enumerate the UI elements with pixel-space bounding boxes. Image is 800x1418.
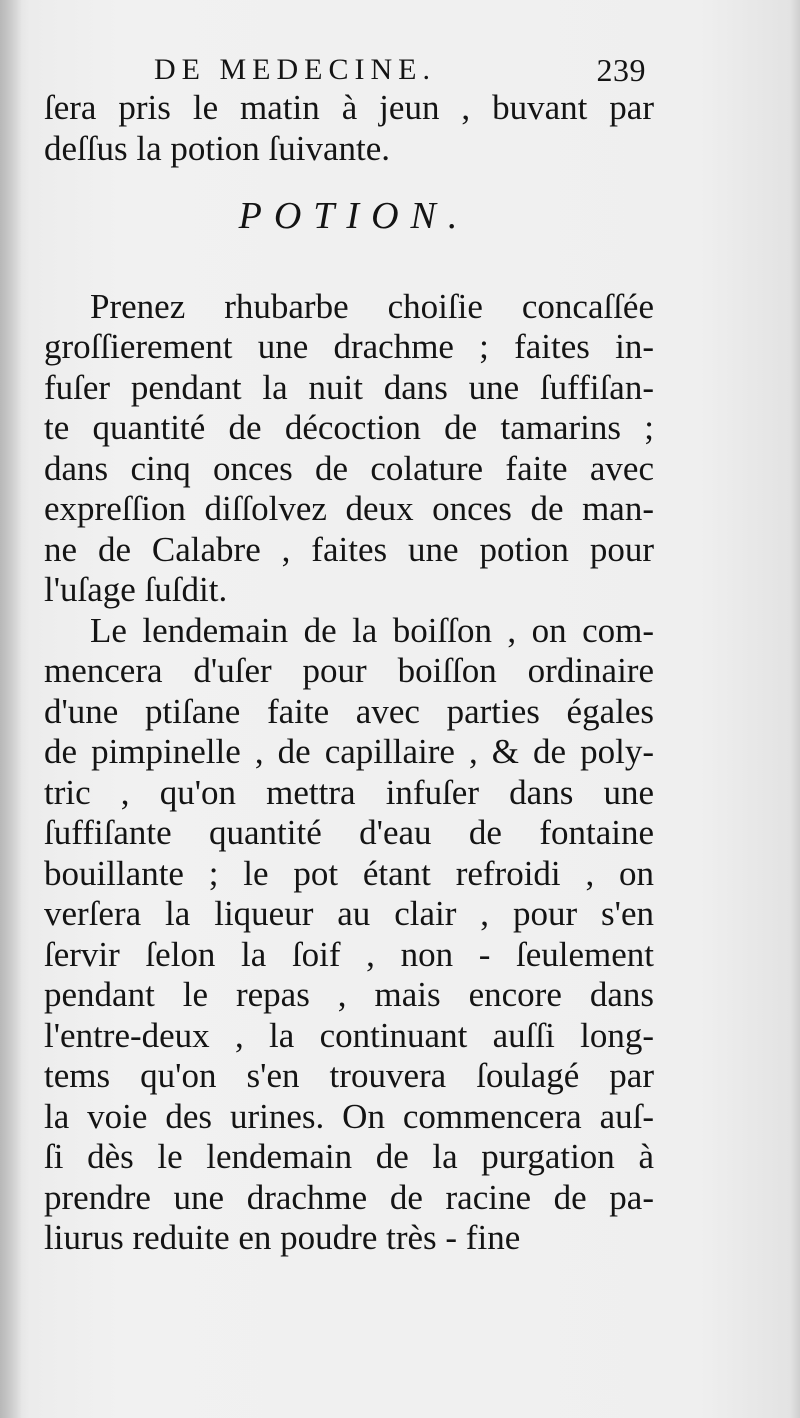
- text-line: d'une ptiſane faite avec parties égales: [44, 691, 654, 731]
- text-line: de pimpinelle , de capillaire , & de poly-: [44, 732, 654, 771]
- text-line: Prenez rhubarbe choiſie concaſſée: [90, 286, 654, 326]
- text-line: ſera pris le matin à jeun , buvant par: [44, 88, 654, 127]
- section-heading: POTION.: [238, 195, 470, 237]
- text-line: la voie des urines. On commencera auſ-: [44, 1096, 654, 1136]
- text-line: tric , qu'on mettra infuſer dans une: [44, 772, 654, 812]
- page-edge-shadow: [0, 0, 22, 1418]
- text-line: groſſierement une drachme ; faites in-: [44, 327, 654, 366]
- text-line: prendre une drachme de racine de pa-: [44, 1177, 654, 1217]
- paragraph-ptisane: [44, 611, 654, 1259]
- text-line: expreſſion diſſolvez deux onces de man-: [44, 489, 654, 528]
- page-text: [44, 48, 654, 1259]
- text-line: ſi dès le lendemain de la purgation à: [44, 1137, 654, 1176]
- text-line: verſera la liqueur au clair , pour s'en: [44, 894, 654, 933]
- text-line: fuſer pendant la nuit dans une ſuffiſan-: [44, 367, 654, 407]
- running-title: DE MEDECINE.: [154, 53, 436, 86]
- text-line: bouillante ; le pot étant refroidi , on: [44, 853, 654, 893]
- text-line: pendant le repas , mais encore dans: [44, 975, 654, 1014]
- text-line: ne de Calabre , faites une potion pour: [44, 529, 654, 569]
- page-number: 239: [596, 52, 646, 88]
- intro-text: [44, 88, 654, 169]
- paragraph-potion-recipe: [44, 287, 654, 611]
- text-line: l'entre-deux , la continuant auſſi long-: [44, 1015, 654, 1055]
- text-line: dans cinq onces de colature faite avec: [44, 448, 654, 488]
- text-line: te quantité de décoction de tamarins ;: [44, 408, 654, 447]
- text-line: l'uſage ſuſdit.: [44, 570, 228, 609]
- running-header: [44, 48, 654, 88]
- text-line: tems qu'on s'en trouvera ſoulagé par: [44, 1056, 654, 1095]
- text-line: mencera d'uſer pour boiſſon ordinaire: [44, 651, 654, 690]
- text-line: liurus reduite en poudre très - fine: [44, 1218, 521, 1257]
- text-line: ſuffiſante quantité d'eau de fontaine: [44, 813, 654, 852]
- text-line: ſervir ſelon la ſoif , non - ſeulement: [44, 934, 654, 974]
- text-line: deſſus la potion ſuivante.: [44, 128, 391, 168]
- text-line: Le lendemain de la boiſſon , on com-: [90, 610, 654, 650]
